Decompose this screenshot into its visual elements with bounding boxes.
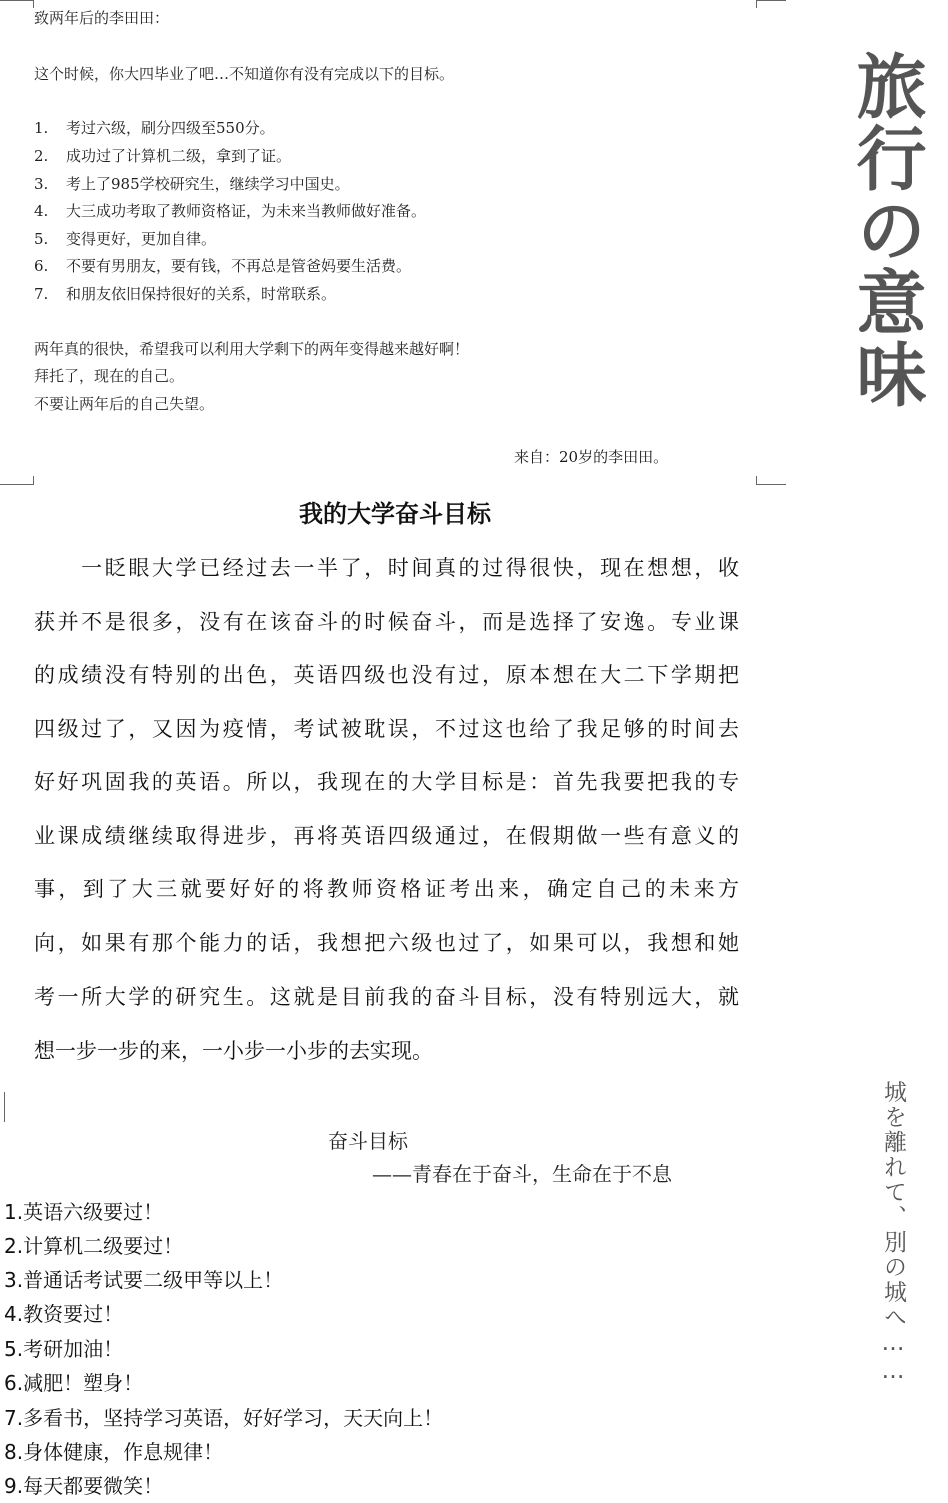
- letter-item: [34, 142, 291, 170]
- item-number: 6.: [34, 257, 49, 275]
- letter-item: [34, 170, 350, 198]
- letter-item: [34, 280, 336, 308]
- crop-mark: [4, 1092, 5, 1122]
- goal-item: 1.英语六级要过！: [4, 1200, 164, 1224]
- side-subtitle: 城を離れて、別の城へ……: [880, 1080, 906, 1386]
- letter-item: [34, 225, 216, 253]
- letter-item: [34, 197, 426, 225]
- item-text: 大三成功考取了教师资格证，为未来当教师做好准备。: [66, 202, 427, 220]
- letter-greeting: 致两年后的李田田：: [34, 9, 170, 27]
- item-number: 7.: [34, 285, 49, 303]
- letter-intro: 这个时候，你大四毕业了吧…不知道你有没有完成以下的目标。: [34, 65, 455, 83]
- essay-line: 考一所大学的研究生。这就是目前我的奋斗目标，没有特别远大，就: [34, 985, 739, 1009]
- essay-line: 事，到了大三就要好好的将教师资格证考出来，确定自己的未来方: [34, 877, 739, 901]
- letter-closing-line: 不要让两年后的自己失望。: [34, 395, 215, 413]
- item-number: 5.: [34, 230, 49, 248]
- item-text: 不要有男朋友，要有钱，不再总是管爸妈要生活费。: [66, 257, 412, 275]
- goal-item: 3.普通话考试要二级甲等以上！: [4, 1268, 284, 1292]
- goals-title: 奋斗目标: [328, 1129, 408, 1153]
- essay-line: 想一步一步的来，一小步一小步的去实现。: [34, 1039, 433, 1063]
- item-text: 成功过了计算机二级，拿到了证。: [66, 147, 292, 165]
- letter-signature: 来自：20岁的李田田。: [514, 448, 669, 466]
- item-text: 变得更好，更加自律。: [66, 230, 217, 248]
- goal-item: 6.减肥！塑身！: [4, 1371, 144, 1395]
- goal-item: 4.教资要过！: [4, 1302, 124, 1326]
- crop-mark: [33, 476, 34, 485]
- item-text: 考上了985学校研究生，继续学习中国史。: [66, 175, 350, 193]
- side-title: 旅行の意味: [845, 50, 927, 410]
- crop-mark: [0, 0, 34, 1]
- essay-line: 向，如果有那个能力的话，我想把六级也过了，如果可以，我想和她: [34, 931, 739, 955]
- essay-line: 好好巩固我的英语。所以，我现在的大学目标是：首先我要把我的专: [34, 770, 739, 794]
- essay-line: 业课成绩继续取得进步，再将英语四级通过，在假期做一些有意义的: [34, 824, 739, 848]
- goals-motto: ——青春在于奋斗，生命在于不息: [372, 1162, 672, 1186]
- item-text: 和朋友依旧保持很好的关系，时常联系。: [66, 285, 337, 303]
- item-number: 2.: [34, 147, 49, 165]
- crop-mark: [756, 0, 757, 8]
- item-number: 3.: [34, 175, 49, 193]
- crop-mark: [0, 484, 34, 485]
- letter-item: [34, 252, 411, 280]
- essay-line: 四级过了，又因为疫情，考试被耽误，不过这也给了我足够的时间去: [34, 717, 739, 741]
- essay-line: 的成绩没有特别的出色，英语四级也没有过，原本想在大二下学期把: [34, 663, 739, 687]
- goal-item: 8.身体健康，作息规律！: [4, 1440, 224, 1464]
- letter-item: [34, 114, 275, 142]
- item-number: 4.: [34, 202, 49, 220]
- essay-line: 一眨眼大学已经过去一半了，时间真的过得很快，现在想想，收: [34, 556, 739, 580]
- essay-line: 获并不是很多，没有在该奋斗的时候奋斗，而是选择了安逸。专业课: [34, 610, 739, 634]
- goal-item: 5.考研加油！: [4, 1337, 124, 1361]
- goal-item: 9.每天都要微笑！: [4, 1474, 164, 1498]
- goal-item: 2.计算机二级要过！: [4, 1234, 184, 1258]
- item-number: 1.: [34, 119, 49, 137]
- letter-closing-line: 两年真的很快，希望我可以利用大学剩下的两年变得越来越好啊！: [34, 340, 470, 358]
- item-text: 考过六级，刷分四级至550分。: [66, 119, 275, 137]
- letter-closing-line: 拜托了，现在的自己。: [34, 367, 185, 385]
- crop-mark: [756, 476, 757, 485]
- crop-mark: [756, 484, 786, 485]
- goal-item: 7.多看书，坚持学习英语，好好学习，天天向上！: [4, 1406, 444, 1430]
- essay-title: 我的大学奋斗目标: [299, 499, 491, 528]
- crop-mark: [756, 0, 786, 1]
